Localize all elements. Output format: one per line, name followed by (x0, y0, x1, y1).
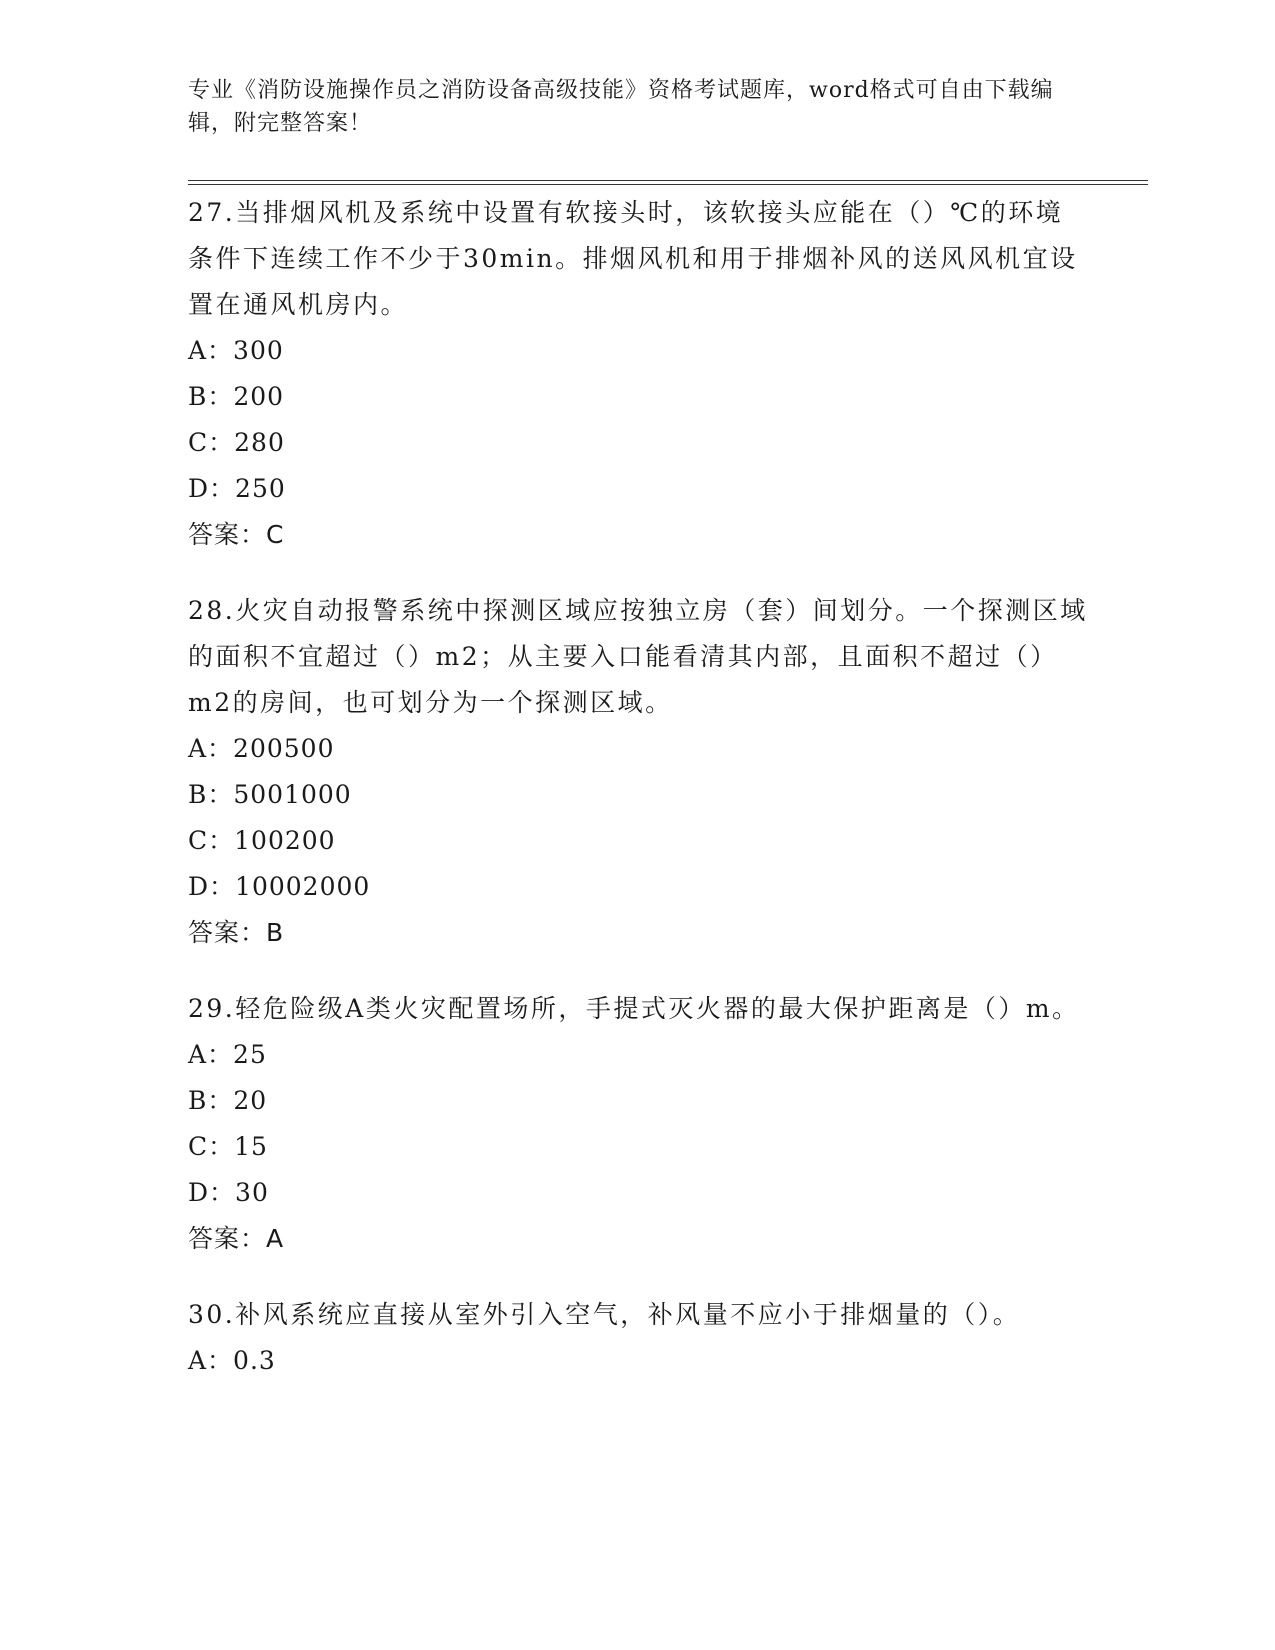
header-divider (188, 180, 1148, 185)
question-stem: 28.火灾自动报警系统中探测区域应按独立房（套）间划分。一个探测区域的面积不宜超过（）m2；从主要入口能看清其内部，且面积不超过（）m2的房间，也可划分为一个探测区域。 (188, 596, 1088, 717)
option-b: B：5001000 (188, 780, 352, 809)
question-30 (188, 1292, 1088, 1384)
option-c: C：100200 (188, 826, 336, 855)
option-a: A：200500 (188, 734, 335, 763)
option-c: C：15 (188, 1132, 268, 1161)
option-c: C：280 (188, 428, 285, 457)
option-b: B：20 (188, 1086, 268, 1115)
question-stem: 29.轻危险级A类火灾配置场所，手提式灭火器的最大保护距离是（）m。 (188, 994, 1080, 1023)
option-b: B：200 (188, 382, 285, 411)
answer-line: 答案：C (188, 520, 285, 549)
option-d: D：250 (188, 474, 286, 503)
answer-line: 答案：B (188, 918, 285, 947)
question-28 (188, 588, 1088, 956)
option-a: A：300 (188, 336, 284, 365)
question-29 (188, 986, 1088, 1262)
option-a: A：0.3 (188, 1346, 276, 1375)
option-a: A：25 (188, 1040, 267, 1069)
question-list (188, 190, 1088, 1414)
question-27 (188, 190, 1088, 558)
question-stem: 30.补风系统应直接从室外引入空气，补风量不应小于排烟量的（）。 (188, 1300, 1021, 1329)
answer-line: 答案：A (188, 1224, 285, 1253)
option-d: D：30 (188, 1178, 269, 1207)
question-stem: 27.当排烟风机及系统中设置有软接头时，该软接头应能在（）℃的环境条件下连续工作不少于30min。排烟风机和用于排烟补风的送风风机宜设置在通风机房内。 (188, 198, 1078, 319)
option-d: D：10002000 (188, 872, 371, 901)
document-header: 专业《消防设施操作员之消防设备高级技能》资格考试题库，word格式可自由下载编辑，附完整答案！ (188, 78, 1054, 136)
